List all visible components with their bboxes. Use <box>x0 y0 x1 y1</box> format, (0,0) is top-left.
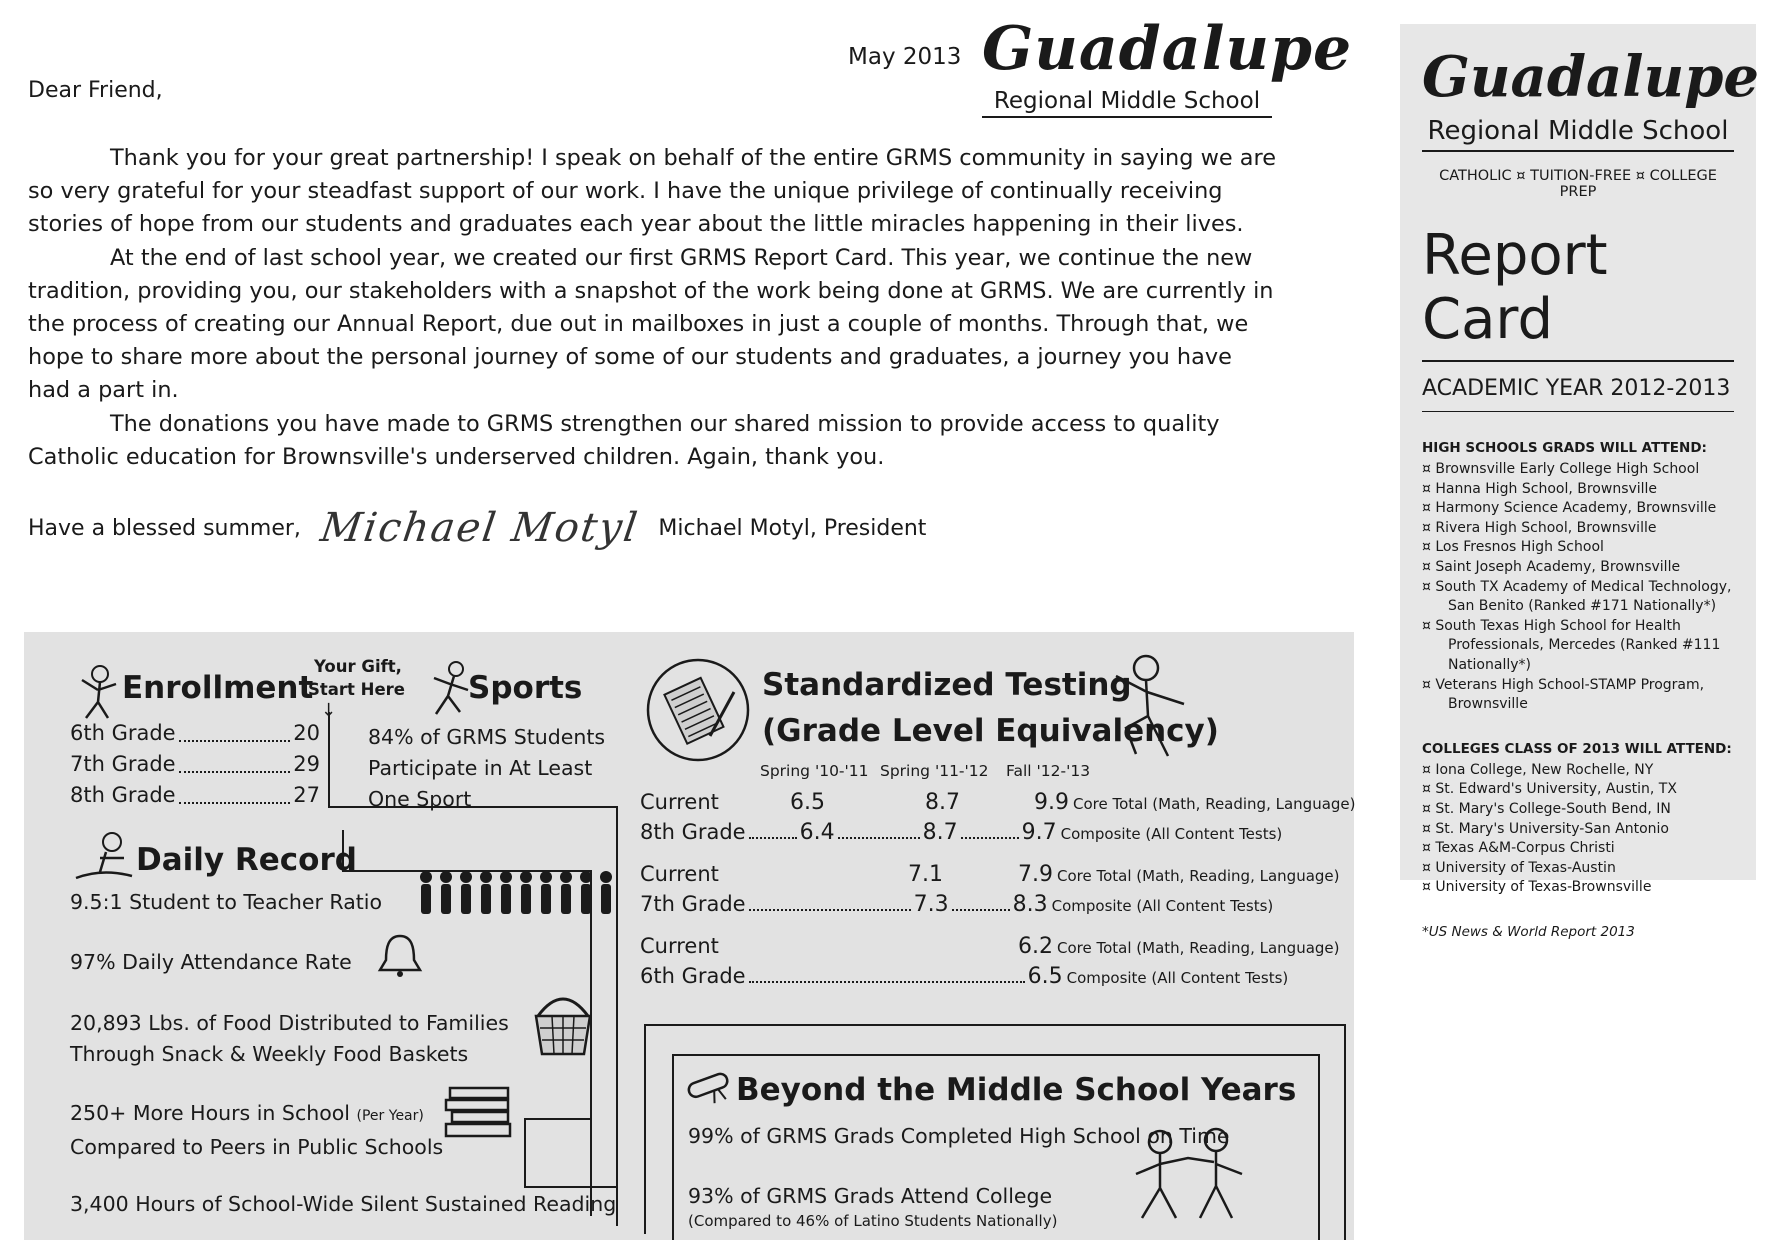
sports-text: 84% of GRMS Students Participate in At Least One Sport <box>368 725 606 811</box>
school-logo <box>982 10 1353 118</box>
books-icon <box>444 1084 514 1144</box>
sidebar-logo-subtitle: Regional Middle School <box>1422 116 1734 152</box>
sidebar-logo-script: Guadalupe <box>1422 44 1760 110</box>
list-item: ¤ Iona College, New Rochelle, NY <box>1422 761 1734 781</box>
letter-paragraph: The donations you have made to GRMS strengthen our shared mission to provide access to quality Catholic education for Brownsville's underserved children. Again, thank you. <box>28 410 1220 470</box>
list-item: ¤ University of Texas-Brownsville <box>1422 878 1734 898</box>
test-row-6th: 6th Grade 6.5 Composite (All Content Tests) <box>640 964 1289 989</box>
test-row-current-8: Current 6.5 8.7 9.9 Core Total (Math, Reading, Language) <box>640 790 1356 815</box>
list-item: ¤ Brownsville Early College High School <box>1422 460 1734 480</box>
col-head-1112: Spring '11-'12 <box>880 762 989 780</box>
daily-record-heading: Daily Record <box>136 842 357 878</box>
test-row-7th: 7th Grade 7.3 8.3 Composite (All Content Tests) <box>640 892 1274 917</box>
closing-text: Have a blessed summer, <box>28 515 301 541</box>
col-head-1011: Spring '10-'11 <box>760 762 869 780</box>
signature: Michael Motyl <box>317 505 642 551</box>
list-item: ¤ St. Mary's College-South Bend, IN <box>1422 800 1734 820</box>
testing-heading: Standardized Testing (Grade Level Equivalency) <box>762 667 1219 749</box>
academic-year: ACADEMIC YEAR 2012-2013 <box>1422 370 1734 412</box>
enrollment-heading: Enrollment <box>122 670 314 706</box>
your-gift-label: Your Gift, <box>314 657 402 676</box>
arrow-down-icon: ↓ <box>321 700 337 721</box>
start-here-label: Start Here <box>308 680 406 699</box>
enrollment-row: 7th Grade 29 <box>70 749 320 780</box>
two-kids-icon <box>1124 1118 1254 1232</box>
test-row-current-6: Current 6.2 Core Total (Math, Reading, Language) <box>640 934 1340 959</box>
col-head-1213: Fall '12-'13 <box>1006 762 1091 780</box>
sports-heading: Sports <box>468 670 583 706</box>
students-group-icon <box>416 870 616 920</box>
beyond-heading: Beyond the Middle School Years <box>736 1072 1297 1108</box>
list-item: ¤ Rivera High School, Brownsville <box>1422 519 1734 539</box>
footnote: *US News & World Report 2013 <box>1422 923 1635 940</box>
test-row-8th: 8th Grade 6.4 8.7 9.7 Composite (All Content Tests) <box>640 820 1283 845</box>
beyond-college-note: (Compared to 46% of Latino Students Nationally) <box>688 1212 1058 1230</box>
enrollment-row: 6th Grade 20 <box>70 718 320 749</box>
list-item: ¤ Harmony Science Academy, Brownsville <box>1422 499 1734 519</box>
enrollment-row: 8th Grade 27 <box>70 780 320 811</box>
list-item: ¤ South TX Academy of Medical Technology, San Benito (Ranked #171 Nationally*) <box>1422 578 1734 617</box>
hours-text: 250+ More Hours in School (Per Year) Compared to Peers in Public Schools <box>70 1101 444 1159</box>
signer-name: Michael Motyl, President <box>658 515 927 541</box>
salutation: Dear Friend, <box>28 78 163 103</box>
list-item: ¤ Texas A&M-Corpus Christi <box>1422 839 1734 859</box>
list-item: ¤ Los Fresnos High School <box>1422 538 1734 558</box>
path-line <box>328 712 330 808</box>
path-line <box>1344 1024 1346 1240</box>
basket-icon <box>530 988 596 1062</box>
beyond-hs-text: 99% of GRMS Grads Completed High School on Time <box>688 1124 1230 1148</box>
ratio-text: 9.5:1 Student to Teacher Ratio <box>70 890 383 914</box>
logo-script-text: Guadalupe <box>982 14 1353 84</box>
enrollment-list <box>70 718 320 811</box>
letter-paragraph: At the end of last school year, we created our first GRMS Report Card. This year, we continue the new tradition, providing you, our stakeholders with a snapshot of the work being done at GRMS. We are currently in the process of creating our Annual Report, due out in mailboxes in just a couple of months. Through that, we hope to share more about the personal journey of some of our students and graduates, a journey you have had a part in. <box>28 244 1274 404</box>
test-row-current-7: Current 7.1 7.9 Core Total (Math, Reading, Language) <box>640 862 1340 887</box>
beyond-college-text: 93% of GRMS Grads Attend College <box>688 1184 1053 1208</box>
list-item: ¤ St. Edward's University, Austin, TX <box>1422 780 1734 800</box>
list-item: ¤ University of Texas-Austin <box>1422 859 1734 879</box>
list-item: ¤ South Texas High School for Health Professionals, Mercedes (Ranked #111 Nationally*) <box>1422 617 1734 676</box>
reading-kid-icon <box>72 828 142 890</box>
list-item: ¤ Veterans High School-STAMP Program, Brownsville <box>1422 676 1734 715</box>
high-schools-list <box>1422 460 1734 715</box>
test-sheet-icon <box>644 656 752 768</box>
list-item: ¤ St. Mary's University-San Antonio <box>1422 820 1734 840</box>
food-text: 20,893 Lbs. of Food Distributed to Families Through Snack & Weekly Food Baskets <box>70 1011 509 1066</box>
letter-paragraph: Thank you for your great partnership! I speak on behalf of the entire GRMS community in saying we are so very grateful for your steadfast support of our work. I have the unique privilege of continually receiving stories of hope from our students and graduates each year about the little miracles happening in their lives. <box>28 145 1276 238</box>
path-line <box>644 1024 1346 1026</box>
reading-text: 3,400 Hours of School-Wide Silent Sustained Reading <box>70 1192 617 1216</box>
path-line <box>524 1186 616 1188</box>
attendance-text: 97% Daily Attendance Rate <box>70 950 352 974</box>
list-item: ¤ Saint Joseph Academy, Brownsville <box>1422 558 1734 578</box>
kid-icon <box>74 662 124 726</box>
report-card-title: Report Card <box>1422 223 1608 352</box>
bell-icon <box>376 932 424 982</box>
colleges-heading: COLLEGES CLASS OF 2013 WILL ATTEND: <box>1422 740 1732 757</box>
sidebar-tagline: CATHOLIC ¤ TUITION-FREE ¤ COLLEGE PREP <box>1439 168 1717 200</box>
logo-subtitle: Regional Middle School <box>982 88 1272 118</box>
list-item: ¤ Hanna High School, Brownsville <box>1422 480 1734 500</box>
report-card-sidebar <box>1400 24 1760 940</box>
path-line <box>616 806 618 1226</box>
path-line <box>524 1118 592 1120</box>
letter-date: May 2013 <box>848 44 962 70</box>
jumping-kid-icon <box>1106 646 1196 770</box>
diploma-icon <box>682 1062 736 1112</box>
infographic-panel <box>24 632 1354 1240</box>
path-line <box>644 1024 646 1234</box>
letter-closing <box>28 505 926 551</box>
high-schools-heading: HIGH SCHOOLS GRADS WILL ATTEND: <box>1422 440 1707 456</box>
divider <box>1422 360 1734 362</box>
colleges-list <box>1422 761 1734 898</box>
path-line <box>524 1118 526 1188</box>
letter-body <box>28 142 1276 474</box>
